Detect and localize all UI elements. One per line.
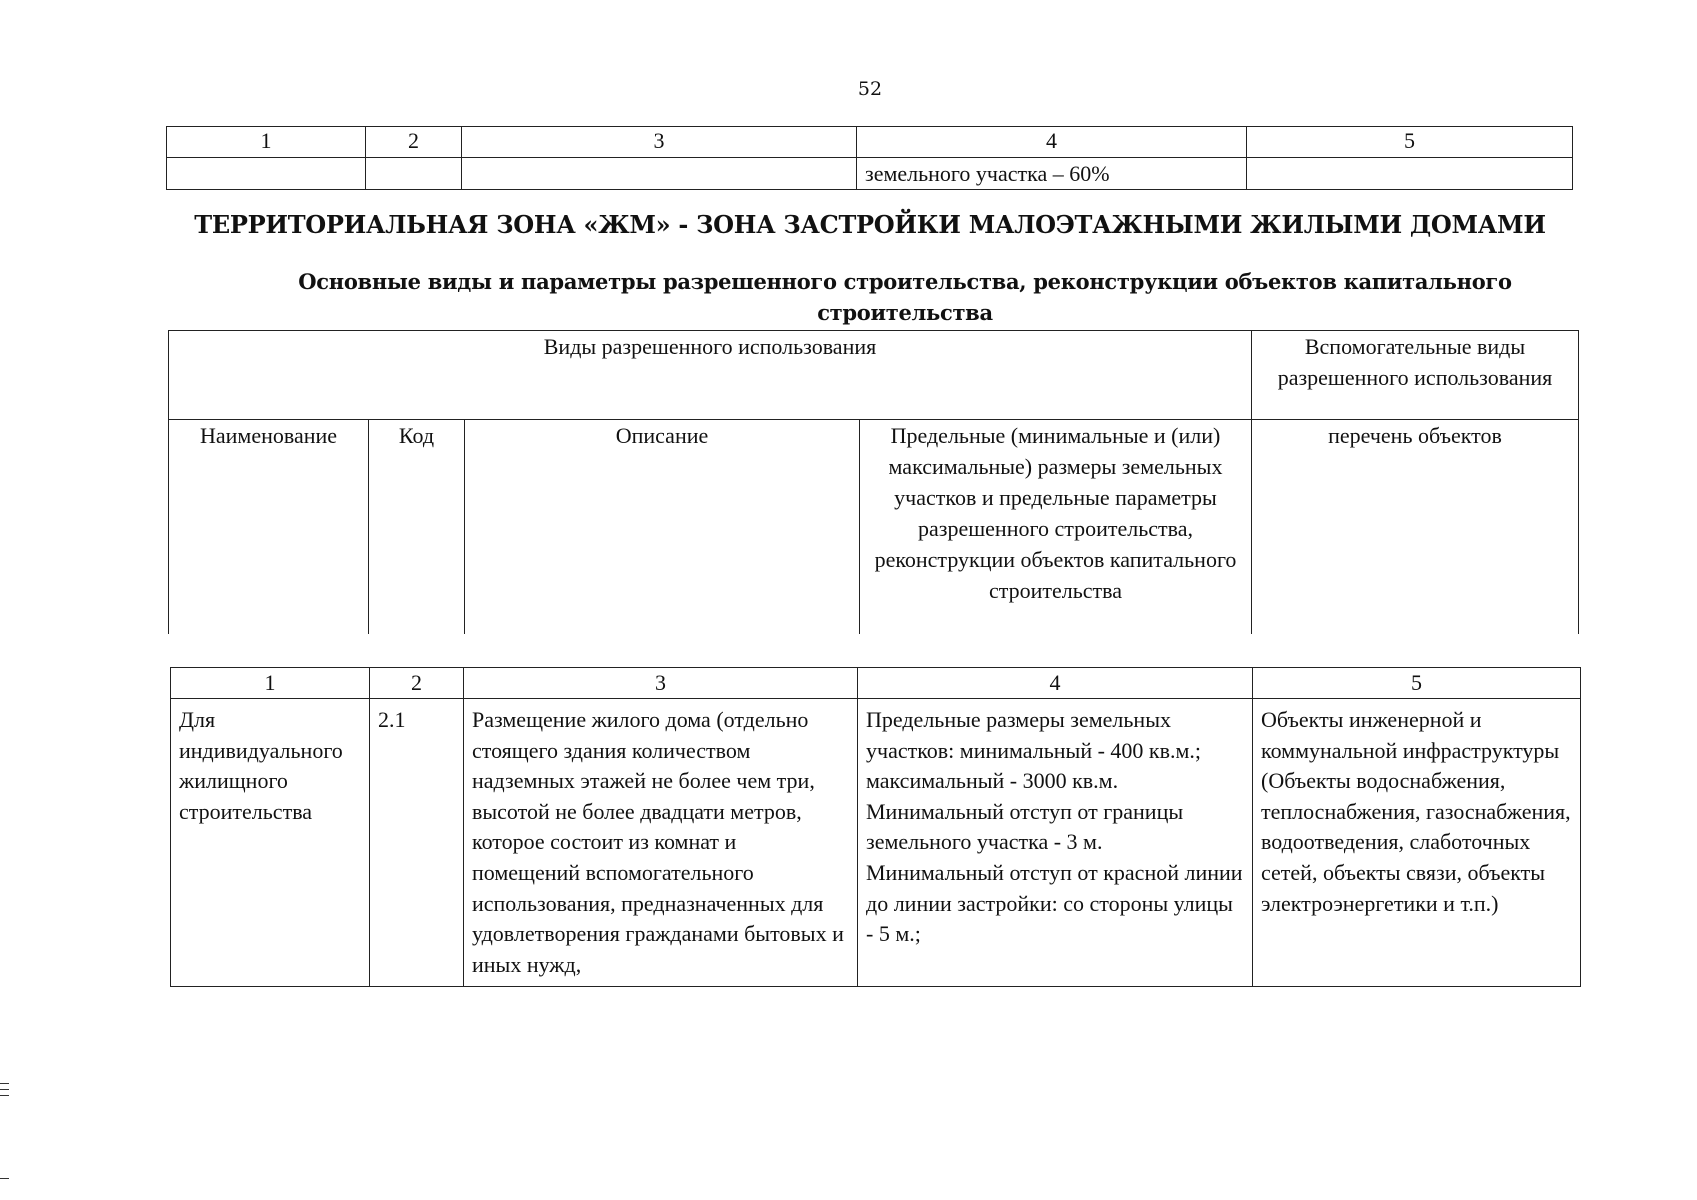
margin-mark	[0, 1083, 9, 1084]
column-number: 3	[464, 668, 858, 699]
column-number: 1	[167, 127, 366, 158]
column-number: 5	[1247, 127, 1573, 158]
table-cell	[462, 158, 857, 190]
table-cell	[167, 158, 366, 190]
continued-row	[167, 158, 1573, 190]
group-header-row	[169, 331, 1579, 420]
objects-column-header: перечень объектов	[1252, 420, 1579, 635]
zone-title: ТЕРРИТОРИАЛЬНАЯ ЗОНА «ЖМ» - ЗОНА ЗАСТРОЙКИ МАЛОЭТАЖНЫМИ ЖИЛЫМИ ДОМАМИ	[194, 210, 1546, 239]
column-number: 1	[171, 668, 370, 699]
column-number: 4	[857, 127, 1247, 158]
column-number: 2	[366, 127, 462, 158]
table-cell	[366, 158, 462, 190]
column-header-row	[169, 420, 1579, 635]
margin-mark	[0, 1095, 9, 1096]
use-code-cell: 2.1	[370, 699, 464, 987]
auxiliary-uses-cell: Объекты инженерной и коммунальной инфраструктуры (Объекты водоснабжения, теплоснабжения, газоснабжения, водоотведения, слаботочных сетей, объекты связи, объекты электроэнергетики и т.п.)	[1253, 699, 1581, 987]
code-column-header: Код	[369, 420, 465, 635]
page-number: 52	[857, 78, 883, 100]
name-column-header: Наименование	[169, 420, 369, 635]
column-number: 4	[858, 668, 1253, 699]
table-cell: земельного участка – 60%	[857, 158, 1247, 190]
limits-cell: Предельные размеры земельных участков: минимальный - 400 кв.м.; максимальный - 3000 кв.м. Минимальный отступ от границы земельного участка - 3 м. Минимальный отступ от красной линии до линии застройки: со стороны улицы - 5 м.;	[858, 699, 1253, 987]
use-name-cell: Для индивидуального жилищного строительства	[171, 699, 370, 987]
description-cell: Размещение жилого дома (отдельно стоящего здания количеством надземных этажей не более чем три, высотой не более двадцати метров, которое состоит из комнат и помещений вспомогательного использования, предназначенных для удовлетворения гражданами бытовых и иных нужд,	[464, 699, 858, 987]
column-number-row	[167, 127, 1573, 158]
limits-column-header: Предельные (минимальные и (или) максимальные) размеры земельных участков и предельные параметры разрешенного строительства, реконструкции объектов капитального строительства	[860, 420, 1252, 635]
table-cell	[1247, 158, 1573, 190]
continued-table	[166, 126, 1573, 190]
column-number: 3	[462, 127, 857, 158]
section-title: Основные виды и параметры разрешенного строительства, реконструкции объектов капитального строительства	[298, 269, 1512, 325]
description-column-header: Описание	[465, 420, 860, 635]
column-number-row	[171, 668, 1581, 699]
column-number: 2	[370, 668, 464, 699]
header-table	[168, 330, 1579, 634]
margin-mark	[0, 1089, 9, 1090]
group-header: Виды разрешенного использования	[169, 331, 1252, 420]
auxiliary-header: Вспомогательные виды разрешенного использования	[1252, 331, 1579, 420]
table-row	[171, 699, 1581, 987]
column-number: 5	[1253, 668, 1581, 699]
main-table	[170, 667, 1581, 987]
margin-mark	[0, 1178, 9, 1179]
